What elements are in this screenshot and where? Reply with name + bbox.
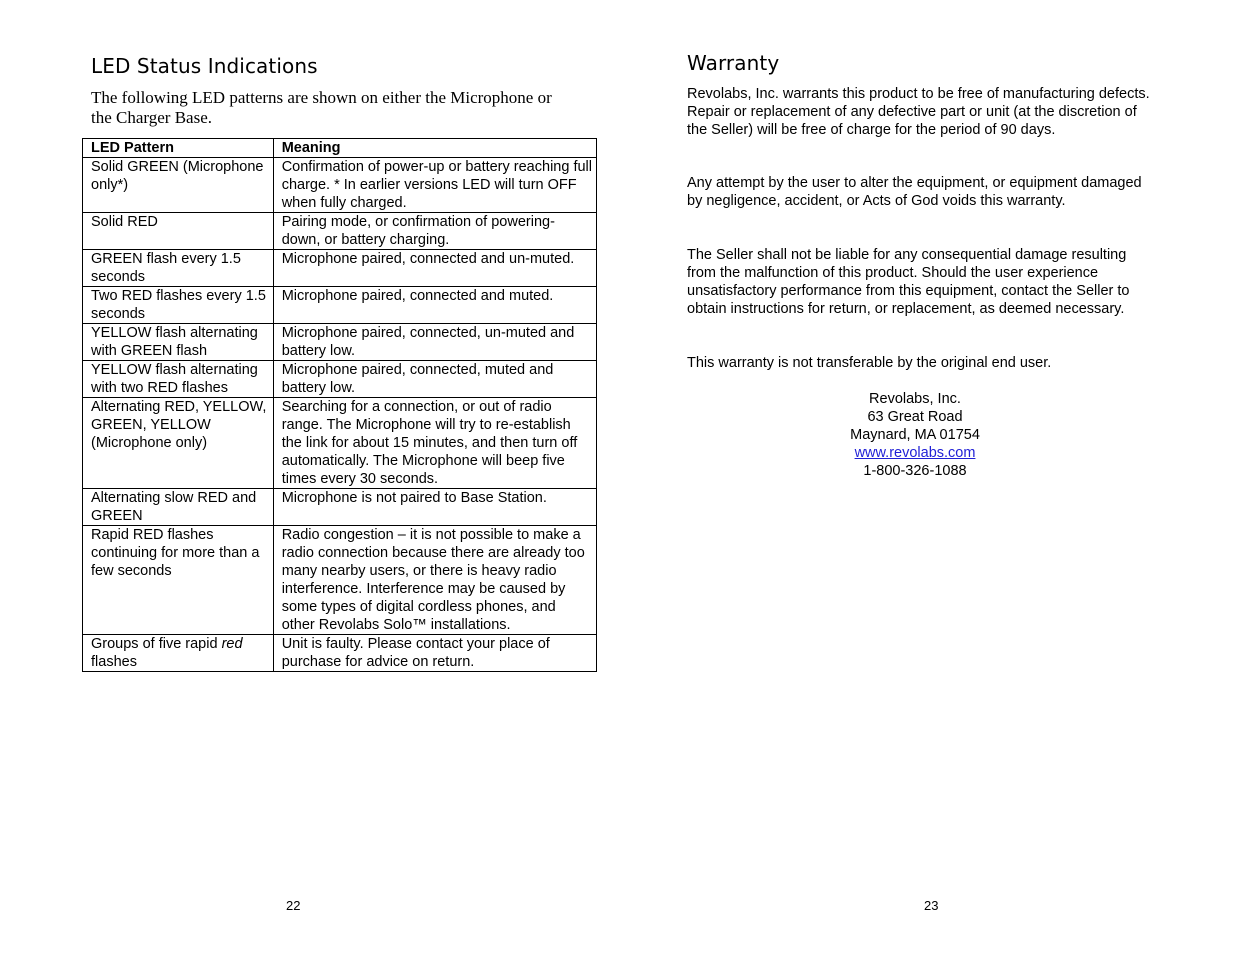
warranty-paragraph: Any attempt by the user to alter the equipment, or equipment damaged by negligence, accident, or Acts of God voids this warranty.: [687, 175, 1142, 209]
pattern-text-prefix: Groups of five rapid: [91, 636, 222, 652]
led-pattern-cell: [83, 635, 274, 672]
led-intro-text: The following LED patterns are shown on either the Microphone or the Charger Base.: [91, 88, 552, 127]
column-header-meaning: Meaning: [273, 139, 596, 158]
led-pattern-cell: Solid GREEN (Microphone only*): [83, 158, 274, 213]
table-header-row: [83, 139, 597, 158]
meaning-cell: Searching for a connection, or out of radio range. The Microphone will try to re-establish the link for about 15 minutes, and then turn off automatically. The Microphone will beep five times every 30 seconds.: [273, 398, 596, 489]
led-pattern-cell: Alternating slow RED and GREEN: [83, 489, 274, 526]
led-pattern-cell: Two RED flashes every 1.5 seconds: [83, 287, 274, 324]
table-row: [83, 398, 597, 489]
led-pattern-cell: YELLOW flash alternating with GREEN flash: [83, 324, 274, 361]
meaning-cell: Radio congestion – it is not possible to make a radio connection because there are already too many nearby users, or there is heavy radio interference. Interference may be caused by some types of digital cordless phones, and other Revolabs Solo™ installations.: [273, 526, 596, 635]
led-pattern-cell: GREEN flash every 1.5 seconds: [83, 250, 274, 287]
warranty-paragraph: This warranty is not transferable by the original end user.: [687, 355, 1052, 371]
website-link[interactable]: www.revolabs.com: [854, 445, 976, 461]
company-name: Revolabs, Inc.: [869, 391, 961, 407]
left-page: [0, 0, 617, 954]
meaning-cell: Confirmation of power-up or battery reaching full charge. * In earlier versions LED will turn OFF when fully charged.: [273, 158, 596, 213]
table-row: [83, 250, 597, 287]
meaning-cell: Microphone is not paired to Base Station.: [273, 489, 596, 526]
page-number-right: 23: [924, 898, 939, 913]
pattern-text-italic: red: [221, 636, 243, 652]
meaning-cell: Microphone paired, connected and un-muted.: [273, 250, 596, 287]
led-pattern-cell: Solid RED: [83, 213, 274, 250]
meaning-cell: Pairing mode, or confirmation of powering-down, or battery charging.: [273, 213, 596, 250]
table-row: [83, 361, 597, 398]
led-status-table: [82, 138, 597, 672]
table-row: [83, 489, 597, 526]
table-row: [83, 287, 597, 324]
company-address: [785, 390, 1045, 480]
table-row: [83, 526, 597, 635]
city-state-zip: Maynard, MA 01754: [850, 427, 980, 443]
meaning-cell: Microphone paired, connected and muted.: [273, 287, 596, 324]
street-address: 63 Great Road: [867, 409, 963, 425]
table-row: [83, 213, 597, 250]
meaning-cell: Unit is faulty. Please contact your place of purchase for advice on return.: [273, 635, 596, 672]
table-row: [83, 635, 597, 672]
meaning-cell: Microphone paired, connected, un-muted and battery low.: [273, 324, 596, 361]
led-pattern-cell: Rapid RED flashes continuing for more than a few seconds: [83, 526, 274, 635]
column-header-led-pattern: LED Pattern: [83, 139, 274, 158]
meaning-cell: Microphone paired, connected, muted and battery low.: [273, 361, 596, 398]
warranty-paragraph: Revolabs, Inc. warrants this product to be free of manufacturing defects. Repair or replacement of any defective part or unit (at the discretion of the Seller) will be free of charge for the period of 90 days.: [687, 86, 1150, 138]
table-row: [83, 158, 597, 213]
right-page: [617, 0, 1235, 954]
warranty-heading: Warranty: [687, 51, 780, 75]
phone-number: 1-800-326-1088: [863, 463, 967, 479]
led-status-heading: LED Status Indications: [91, 54, 318, 78]
pattern-text-suffix: flashes: [91, 654, 137, 670]
led-pattern-cell: YELLOW flash alternating with two RED flashes: [83, 361, 274, 398]
warranty-paragraph: The Seller shall not be liable for any consequential damage resulting from the malfunction of this product. Should the user experience unsatisfactory performance from this equipment, contact the Seller to obtain instructions for return, or replacement, as deemed necessary.: [687, 247, 1130, 317]
table-row: [83, 324, 597, 361]
page-number-left: 22: [286, 898, 301, 913]
led-pattern-cell: Alternating RED, YELLOW, GREEN, YELLOW (Microphone only): [83, 398, 274, 489]
